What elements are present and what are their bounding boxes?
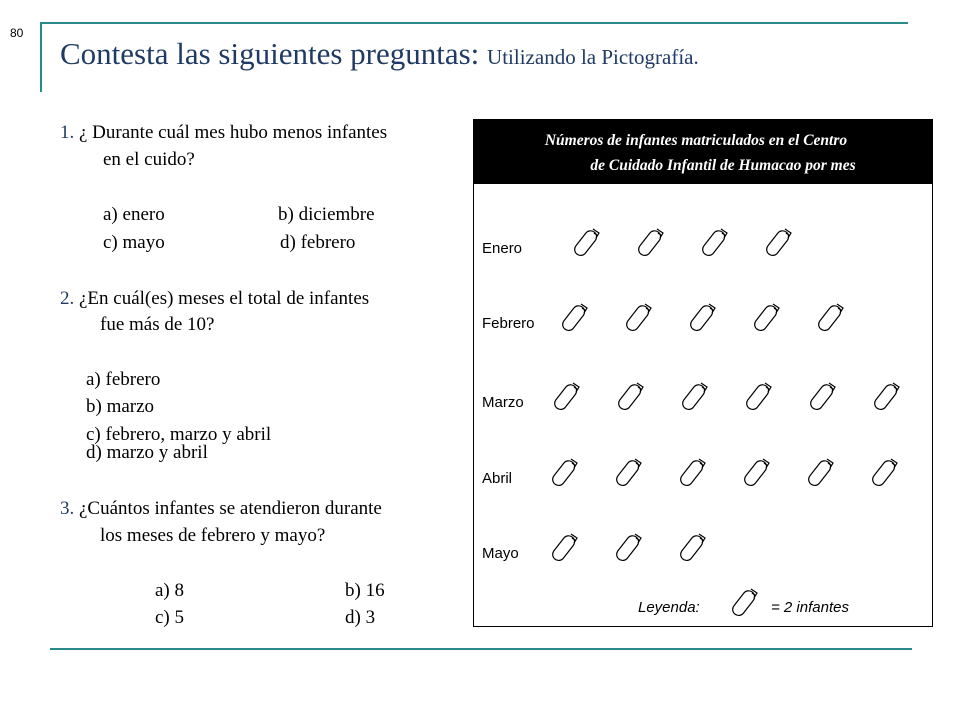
page-title	[60, 36, 699, 72]
baby-bottle-icon	[616, 529, 648, 565]
baby-bottle-icon	[574, 224, 606, 260]
question-text: ¿En cuál(es) meses el total de infantes	[79, 288, 370, 309]
question-2	[60, 287, 369, 311]
month-label: Febrero	[482, 315, 535, 332]
title-main: Contesta las siguientes preguntas:	[60, 36, 480, 71]
question-number: 1.	[60, 122, 75, 143]
month-label: Mayo	[482, 545, 519, 562]
chart-title-line1: Números de infantes matriculados en el Centro	[544, 132, 848, 149]
question-3-line2: los meses de febrero y mayo?	[100, 525, 326, 546]
title-sub: Utilizando la Pictografía.	[487, 45, 699, 69]
month-label: Marzo	[482, 394, 524, 411]
option[interactable]: a) 8	[155, 580, 185, 601]
option[interactable]: c) mayo	[103, 232, 165, 253]
baby-bottle-icon	[554, 378, 586, 414]
option[interactable]: b) diciembre	[278, 204, 375, 225]
left-rule	[40, 22, 42, 92]
baby-bottle-icon	[690, 299, 722, 335]
baby-bottle-icon	[680, 529, 712, 565]
question-1-line2: en el cuido?	[103, 149, 195, 170]
baby-bottle-icon	[766, 224, 798, 260]
baby-bottle-icon	[818, 299, 850, 335]
baby-bottle-icon	[702, 224, 734, 260]
chart-title-line2: de Cuidado Infantil de Humacao por mes	[590, 157, 856, 174]
baby-bottle-icon	[744, 454, 776, 490]
baby-bottle-icon	[754, 299, 786, 335]
question-2-line2: fue más de 10?	[100, 314, 215, 335]
baby-bottle-icon	[562, 299, 594, 335]
baby-bottle-icon	[552, 529, 584, 565]
baby-bottle-icon	[682, 378, 714, 414]
question-number: 2.	[60, 288, 75, 309]
option[interactable]: b) marzo	[86, 396, 155, 417]
chart-title	[474, 120, 932, 184]
pictograph-chart	[473, 119, 933, 627]
month-label: Enero	[482, 240, 523, 257]
option[interactable]: a) febrero	[86, 369, 161, 390]
option[interactable]: d) marzo y abril	[86, 442, 208, 463]
option[interactable]: a) enero	[103, 204, 165, 225]
question-text: ¿Cuántos infantes se atendieron durante	[79, 498, 382, 519]
option[interactable]: c) febrero, marzo y abril	[86, 424, 272, 445]
question-3	[60, 497, 382, 521]
baby-bottle-icon	[874, 378, 906, 414]
baby-bottle-icon	[626, 299, 658, 335]
bottom-rule	[50, 648, 912, 650]
legend-label: Leyenda:	[638, 599, 700, 616]
baby-bottle-icon	[808, 454, 840, 490]
month-label: Abril	[482, 470, 513, 487]
baby-bottle-icon	[616, 454, 648, 490]
question-number: 3.	[60, 498, 75, 519]
top-rule	[40, 22, 908, 24]
baby-bottle-icon	[872, 454, 904, 490]
option[interactable]: b) 16	[345, 580, 385, 601]
baby-bottle-icon	[552, 454, 584, 490]
option[interactable]: c) 5	[155, 607, 185, 628]
baby-bottle-icon	[638, 224, 670, 260]
page-number: 80	[10, 26, 24, 40]
question-text: ¿ Durante cuál mes hubo menos infantes	[79, 122, 388, 143]
option[interactable]: d) febrero	[280, 232, 356, 253]
baby-bottle-icon	[618, 378, 650, 414]
baby-bottle-icon	[746, 378, 778, 414]
baby-bottle-icon	[810, 378, 842, 414]
legend-icon	[732, 584, 764, 620]
legend-value: = 2 infantes	[771, 599, 849, 616]
baby-bottle-icon	[680, 454, 712, 490]
option[interactable]: d) 3	[345, 607, 376, 628]
question-1	[60, 121, 387, 145]
